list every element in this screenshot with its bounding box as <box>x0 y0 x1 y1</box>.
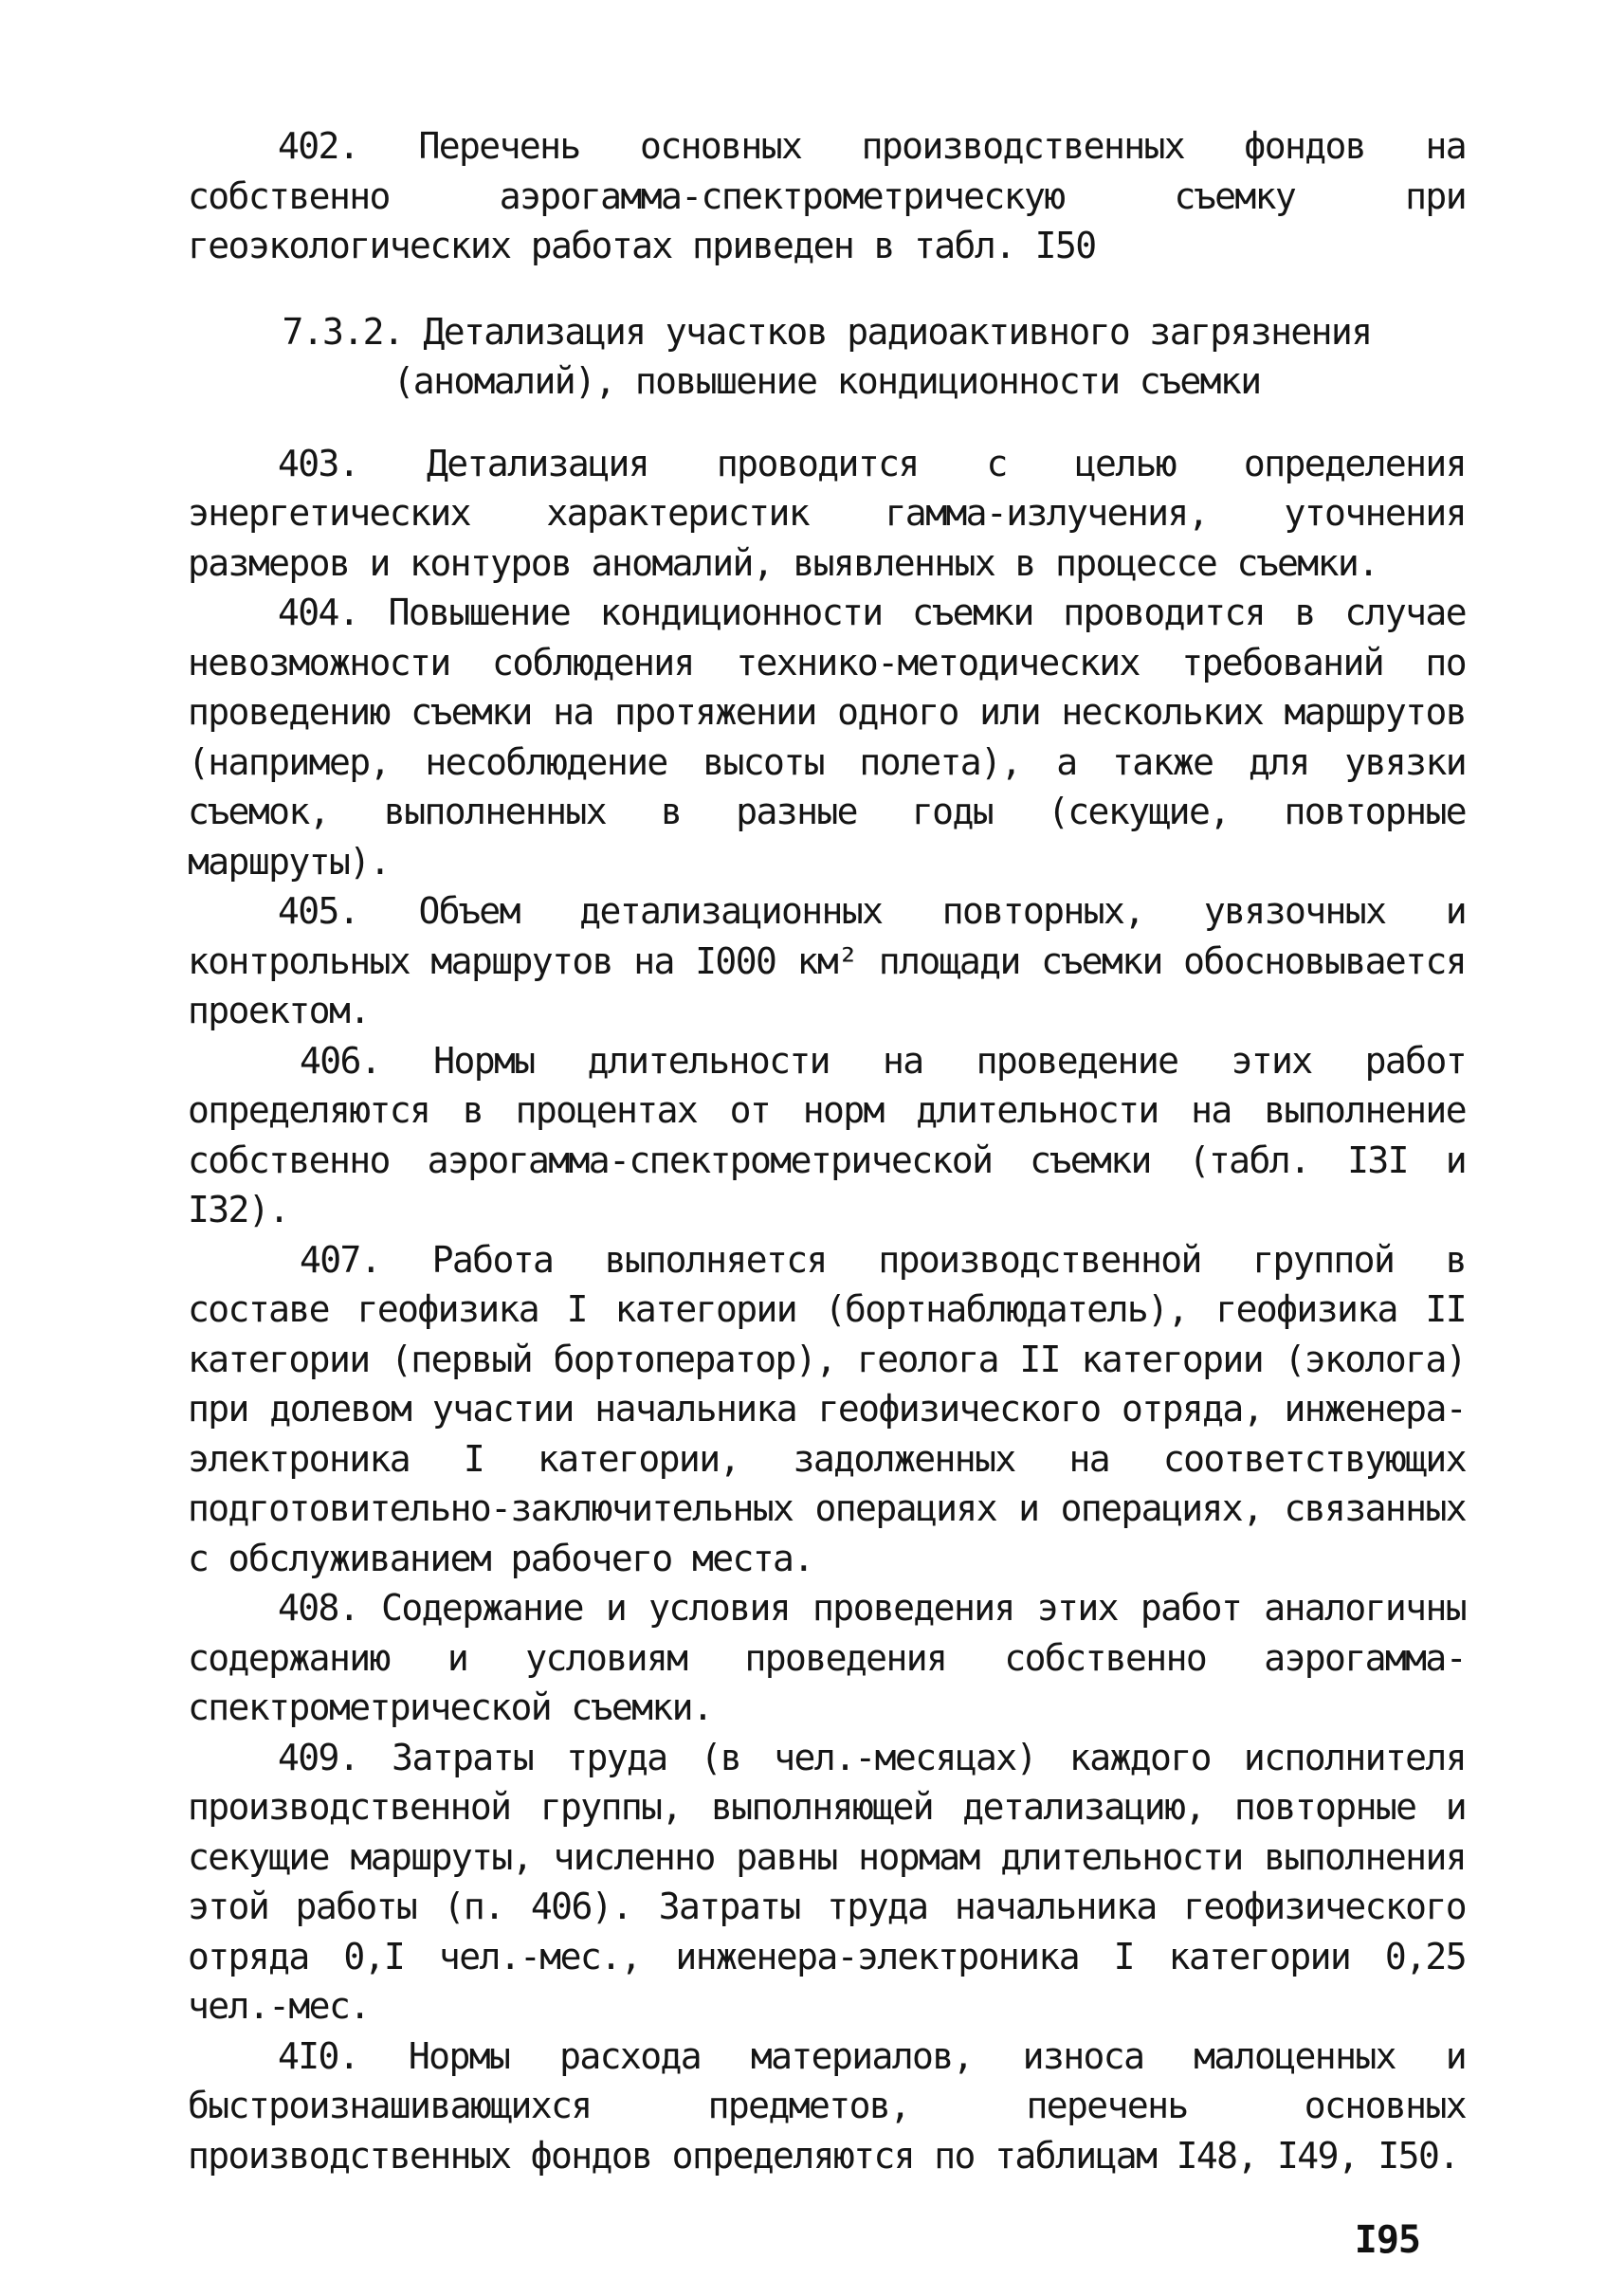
paragraph-406: 406. Нормы длительности на проведение этих работ определяются в процентах от норм длительности на выполнение собственно аэрогамма-спектрометрической съемки (табл. I3I и I32). <box>188 1039 1466 1230</box>
page-number: I95 <box>1354 2218 1420 2262</box>
paragraph-410: 4I0. Нормы расхода материалов, износа малоценных и быстроизнашивающихся предметов, перечень основных производственных фондов определяются по таблицам I48, I49, I50. <box>188 2034 1466 2177</box>
paragraph-403: 403. Детализация проводится с целью определения энергетических характеристик гамма-излучения, уточнения размеров и контуров аномалий, выявленных в процессе съемки. <box>188 442 1466 584</box>
paragraph-404: 404. Повышение кондиционности съемки проводится в случае невозможности соблюдения технико-методических требований по проведению съемки на протяжении одного или нескольких маршрутов (например, несоблюдение высоты полета), а также для увязки съемок, выполненных в разные годы (секущие, повторные маршруты). <box>188 592 1466 883</box>
paragraph-405: 405. Объем детализационных повторных, увязочных и контрольных маршрутов на I000 км² площади съемки обосновывается проектом. <box>188 890 1466 1031</box>
paragraph-407: 407. Работа выполняется производственной группой в составе геофизика I категории (бортнаблюдатель), геофизика II категории (первый бортоператор), геолога II категории (эколога) при долевом участии начальника геофизического отряда, инженера-электроника I категории, задолженных на соответствующих подготовительно-заключительных операциях и операциях, связанных с обслуживанием рабочего места. <box>188 1238 1466 1579</box>
paragraph-402: 402. Перечень основных производственных фондов на собственно аэрогамма-спектрометрическую съемку при геоэкологических работах приведен в табл. I50 <box>188 125 1466 266</box>
paragraph-409: 409. Затраты труда (в чел.-месяцах) каждого исполнителя производственной группы, выполняющей детализацию, повторные и секущие маршруты, численно равны нормам длительности выполнения этой работы (п. 406). Затраты труда начальника геофизического отряда 0,I чел.-мес., инженера-электроника I категории 0,25 чел.-мес. <box>188 1736 1466 2027</box>
body-text <box>188 121 1466 2180</box>
section-heading: 7.3.2. Детализация участков радиоактивного загрязнения (аномалий), повышение кондиционности съемки <box>282 310 1372 402</box>
paragraph-408: 408. Содержание и условия проведения этих работ аналогичны содержанию и условиям проведения собственно аэрогамма-спектрометрической съемки. <box>188 1587 1466 1728</box>
